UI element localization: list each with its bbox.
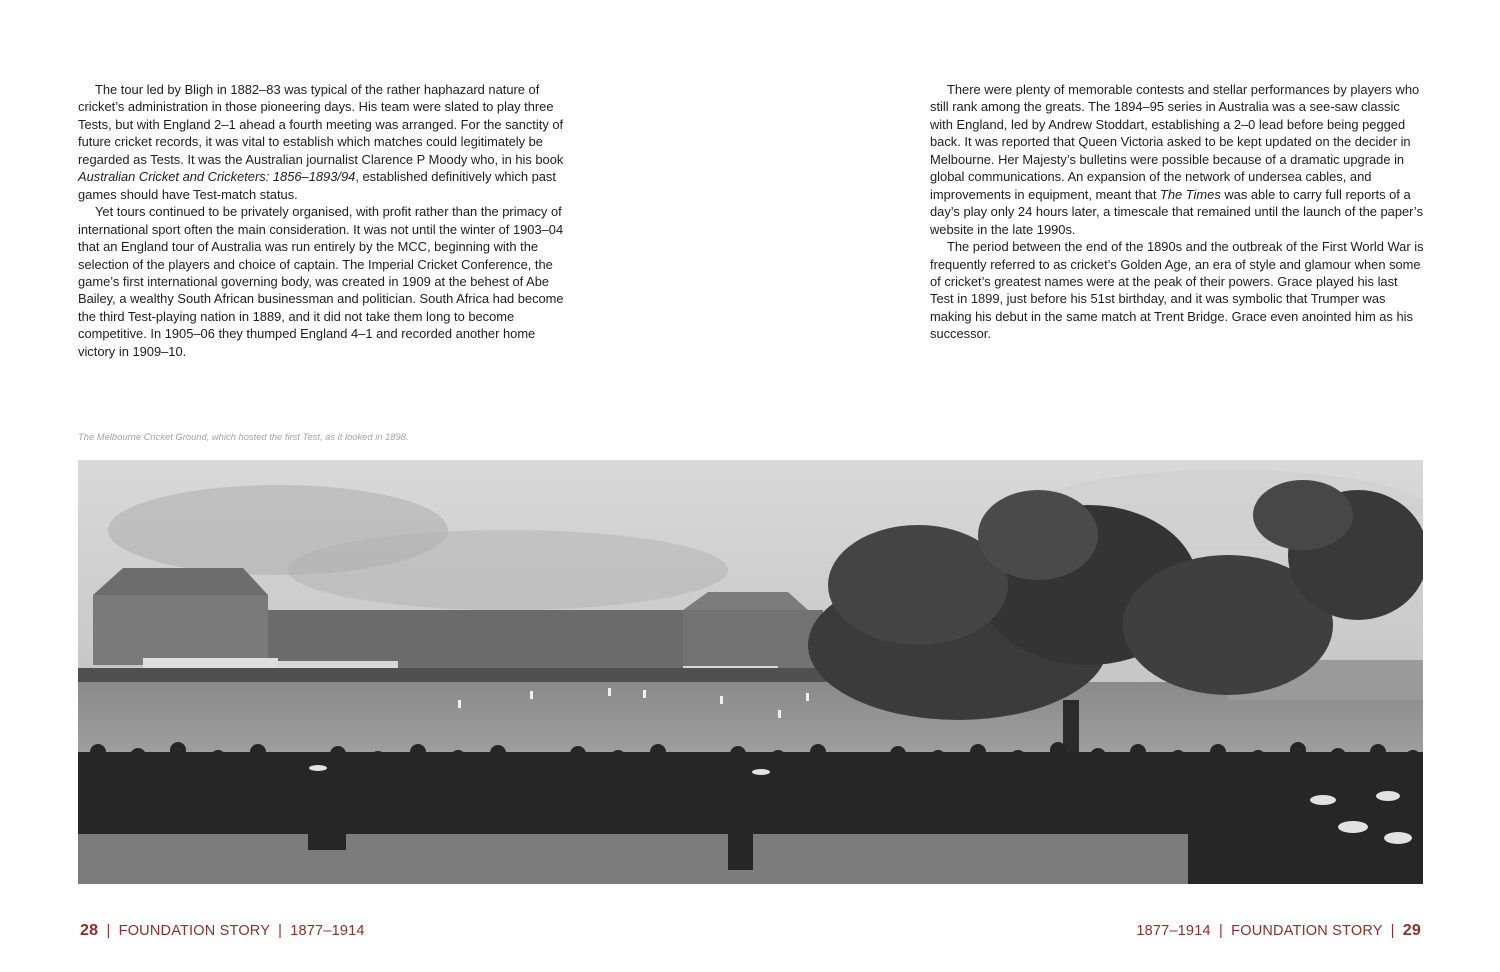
footer-left — [80, 922, 365, 940]
left-paragraph-1 — [78, 81, 572, 203]
footer-separator: | — [278, 923, 283, 939]
section-title: FOUNDATION STORY — [118, 923, 270, 939]
text-run: The tour led by Bligh in 1882–83 was typical of the rather haphazard nature of cricket’s administration in those pioneering days. His team were slated to play three Tests, but with England 2–1 ahead a fourth meeting was arranged. For the sanctity of future cricket records, it was vital to establish which matches could legitimately be regarded as Tests. It was the Australian journalist Clarence P Moody who, in his book — [78, 82, 564, 167]
page-number-right: 29 — [1402, 922, 1421, 939]
left-text-column — [78, 81, 572, 360]
text-run: , established definitively which past games should have Test-match status. — [78, 169, 556, 202]
footer-separator: | — [1218, 923, 1223, 939]
photo-illustration — [78, 460, 1423, 884]
photo-caption: The Melbourne Cricket Ground, which hosted the first Test, as it looked in 1898. — [78, 431, 409, 442]
book-title: Australian Cricket and Cricketers: 1856–1893/94 — [78, 169, 356, 185]
footer-right — [1136, 922, 1421, 940]
section-title: FOUNDATION STORY — [1231, 923, 1383, 939]
year-range: 1877–1914 — [290, 923, 365, 939]
footer-separator: | — [1390, 923, 1395, 939]
left-paragraph-2: Yet tours continued to be privately organised, with profit rather than the primacy of international sport often the main consideration. It was not until the winter of 1903–04 that an England tour of Australia was run entirely by the MCC, beginning with the selection of the players and choice of captain. The Imperial Cricket Conference, the game’s first international governing body, was created in 1909 at the behest of Abe Bailey, a wealthy South African businessman and politician. South Africa had become the third Test-playing nation in 1889, and it did not take them long to become competitive. In 1905–06 they thumped England 4–1 and recorded another home victory in 1909–10. — [78, 204, 564, 359]
right-paragraph-2: The period between the end of the 1890s and the outbreak of the First World War is frequently referred to as cricket’s Golden Age, an era of style and glamour when some of cricket’s greatest names were at the peak of their powers. Grace played his last Test in 1899, just before his 51st birthday, and it was symbolic that Trumper was making his debut in the same match at Trent Bridge. Grace even anointed him as his successor. — [930, 239, 1424, 342]
year-range: 1877–1914 — [1136, 923, 1211, 939]
footer-separator: | — [106, 923, 111, 939]
text-run: There were plenty of memorable contests and stellar performances by players who still rank among the greats. The 1894–95 series in Australia was a see-saw classic with England, led by Andrew Stoddart, establishing a 2–0 lead before being pegged back. It was reported that Queen Victoria asked to be kept updated on the decider in Melbourne. Her Majesty’s bulletins were possible because of a dramatic upgrade in global communications. An expansion of the network of undersea cables, and improvements in equipment, meant that — [930, 82, 1420, 202]
newspaper-title: The Times — [1160, 186, 1221, 202]
right-text-column — [930, 81, 1424, 343]
right-paragraph-1 — [930, 81, 1424, 238]
historic-photo-mcg — [78, 460, 1423, 884]
page-number-left: 28 — [80, 922, 99, 939]
text-run: was able to carry full reports of a day’s play only 24 hours later, a timescale that remained until the launch of the paper’s website in the late 1990s. — [930, 186, 1424, 237]
